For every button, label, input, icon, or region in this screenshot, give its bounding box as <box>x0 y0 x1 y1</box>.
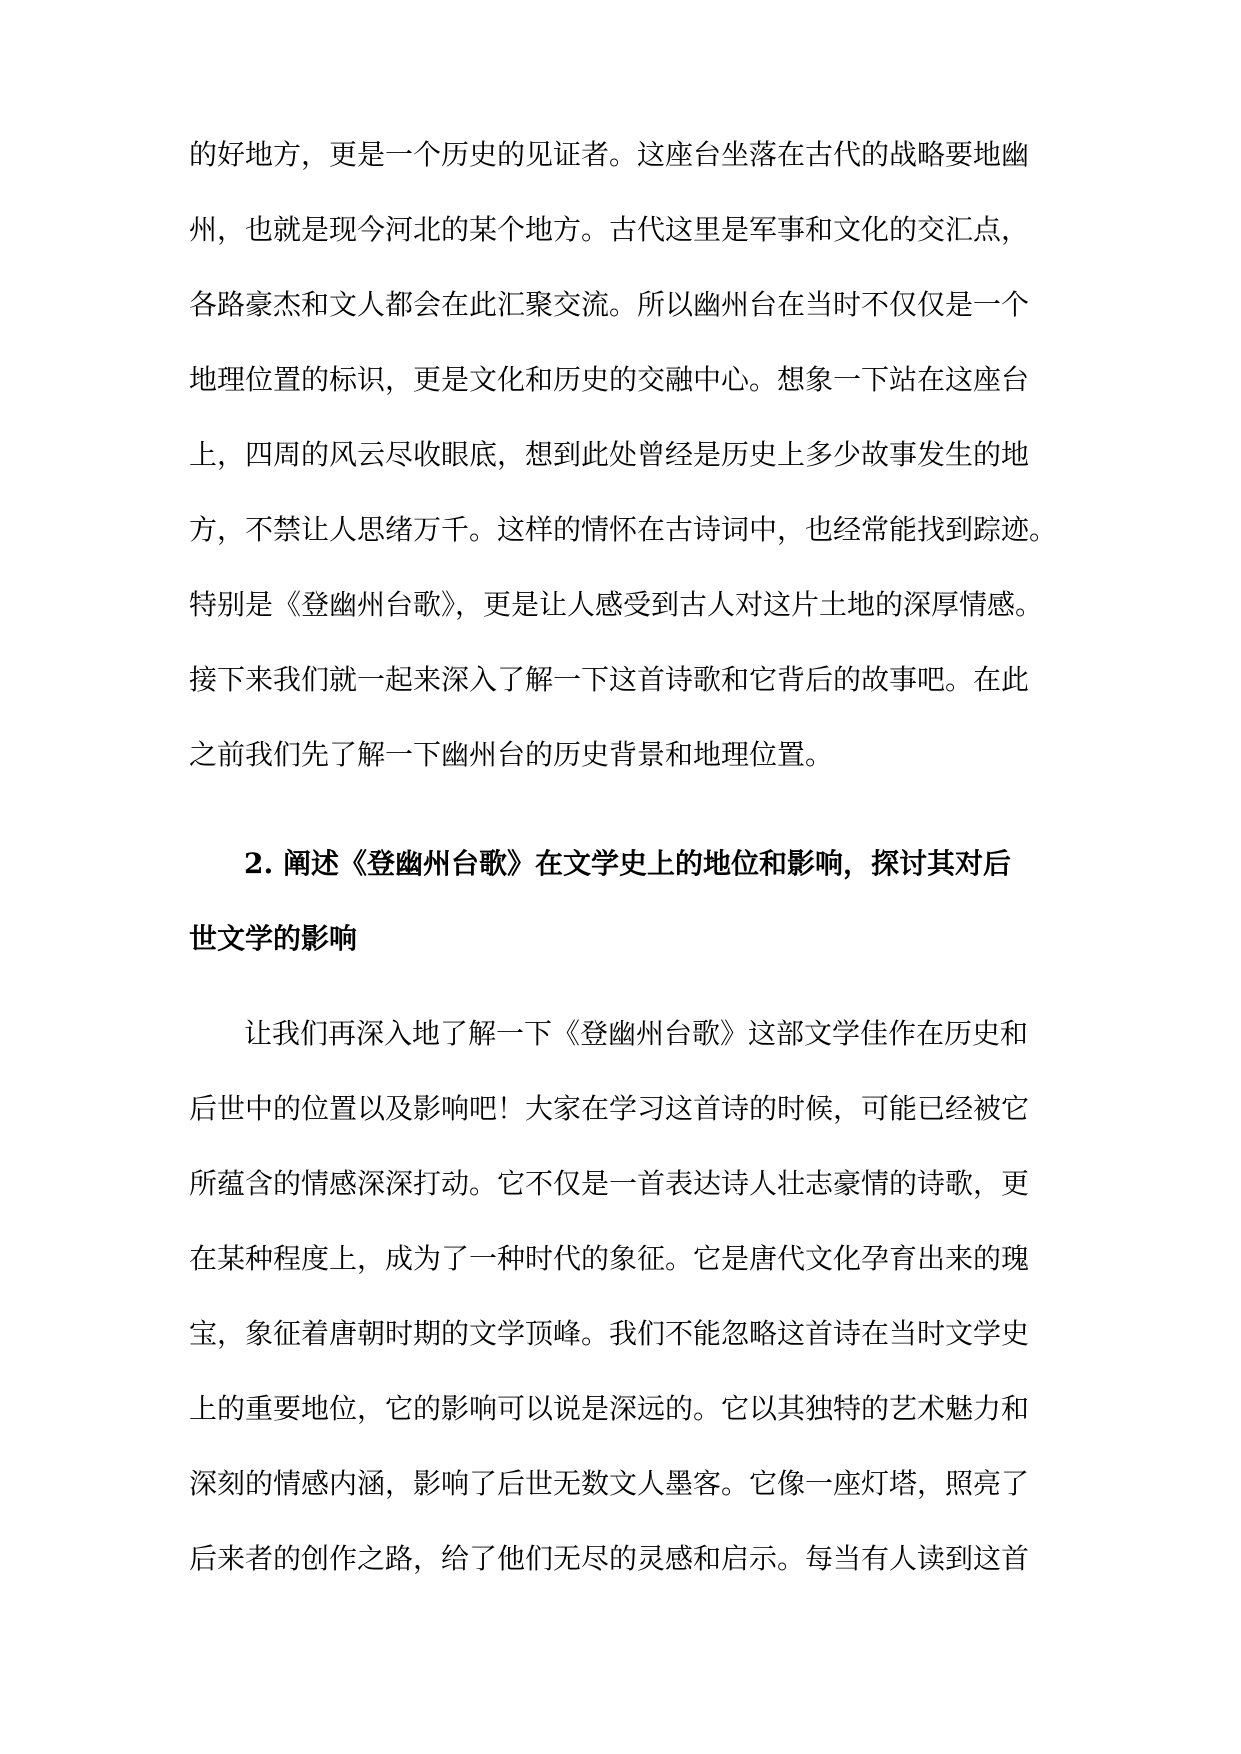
paragraph-2-line-2: 后世中的位置以及影响吧！大家在学习这首诗的时候，可能已经被它 <box>189 1092 1030 1125</box>
section-heading-line-1: 2. 阐述《登幽州台歌》在文学史上的地位和影响，探讨其对后 <box>244 847 1011 880</box>
paragraph-1-line-7: 特别是《登幽州台歌》，更是让人感受到古人对这片土地的深厚情感。 <box>189 588 1044 621</box>
paragraph-2-line-3: 所蕴含的情感深深打动。它不仅是一首表达诗人壮志豪情的诗歌，更 <box>189 1167 1030 1200</box>
paragraph-2-line-5: 宝，象征着唐朝时期的文学顶峰。我们不能忽略这首诗在当时文学史 <box>189 1317 1030 1350</box>
paragraph-2-line-7: 深刻的情感内涵，影响了后世无数文人墨客。它像一座灯塔，照亮了 <box>189 1467 1030 1500</box>
section-heading-line-2: 世文学的影响 <box>189 922 358 955</box>
paragraph-1-line-9: 之前我们先了解一下幽州台的历史背景和地理位置。 <box>189 738 834 771</box>
paragraph-1-line-3: 各路豪杰和文人都会在此汇聚交流。所以幽州台在当时不仅仅是一个 <box>189 288 1030 321</box>
paragraph-1-line-6: 方，不禁让人思绪万千。这样的情怀在古诗词中，也经常能找到踪迹。 <box>189 513 1058 546</box>
paragraph-1-line-4: 地理位置的标识，更是文化和历史的交融中心。想象一下站在这座台 <box>189 363 1030 396</box>
paragraph-2-line-6: 上的重要地位，它的影响可以说是深远的。它以其独特的艺术魅力和 <box>189 1392 1030 1425</box>
paragraph-2-line-4: 在某种程度上，成为了一种时代的象征。它是唐代文化孕育出来的瑰 <box>189 1242 1030 1275</box>
paragraph-1-line-2: 州，也就是现今河北的某个地方。古代这里是军事和文化的交汇点， <box>189 213 1030 246</box>
paragraph-2-line-1: 让我们再深入地了解一下《登幽州台歌》这部文学佳作在历史和 <box>244 1017 1029 1050</box>
paragraph-2-line-8: 后来者的创作之路，给了他们无尽的灵感和启示。每当有人读到这首 <box>189 1542 1030 1575</box>
paragraph-1-line-8: 接下来我们就一起来深入了解一下这首诗歌和它背后的故事吧。在此 <box>189 663 1030 696</box>
paragraph-1-line-1: 的好地方，更是一个历史的见证者。这座台坐落在古代的战略要地幽 <box>189 138 1030 171</box>
paragraph-1-line-5: 上，四周的风云尽收眼底，想到此处曾经是历史上多少故事发生的地 <box>189 438 1030 471</box>
